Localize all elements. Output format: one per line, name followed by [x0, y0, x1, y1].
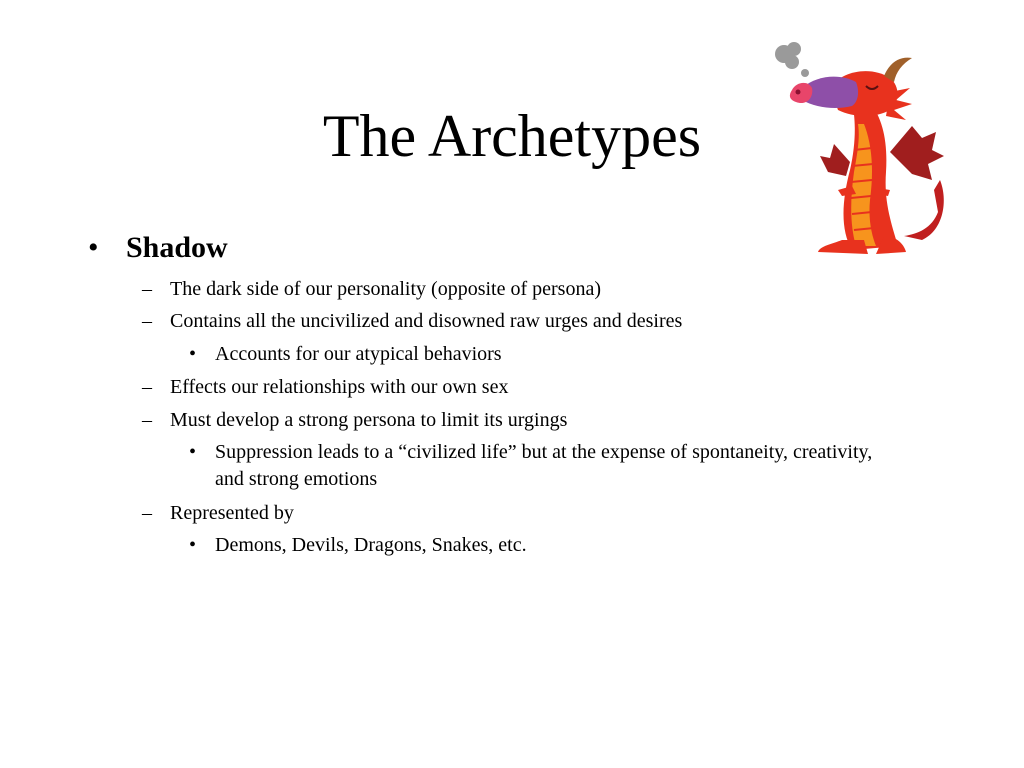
dash-marker: –	[142, 376, 152, 398]
slide-title: The Archetypes	[322, 103, 702, 169]
point-text: Represented by	[170, 502, 294, 524]
smoke-icon	[775, 42, 809, 77]
dash-marker: –	[142, 409, 152, 431]
dash-marker: –	[142, 502, 152, 524]
dragon-icon	[772, 40, 952, 270]
heading-bullet: •	[88, 231, 99, 264]
point-text: Effects our relationships with our own sex	[170, 376, 509, 398]
point-text: Suppression leads to a “civilized life” but at the expense of spontaneity, creativity, and strong emotions	[215, 441, 873, 490]
point-text: Accounts for our atypical behaviors	[215, 343, 502, 365]
dash-marker: –	[142, 310, 152, 332]
dash-marker: –	[142, 278, 152, 300]
point-text: The dark side of our personality (opposite of persona)	[170, 278, 601, 300]
bullet-marker: •	[189, 441, 197, 463]
heading-label: Shadow	[126, 231, 228, 264]
bullet-marker: •	[189, 534, 197, 556]
point-text: Demons, Devils, Dragons, Snakes, etc.	[215, 534, 527, 556]
point-text: Must develop a strong persona to limit its urgings	[170, 409, 568, 431]
point-text: Contains all the uncivilized and disowned raw urges and desires	[170, 310, 683, 332]
bullet-marker: •	[189, 343, 197, 365]
